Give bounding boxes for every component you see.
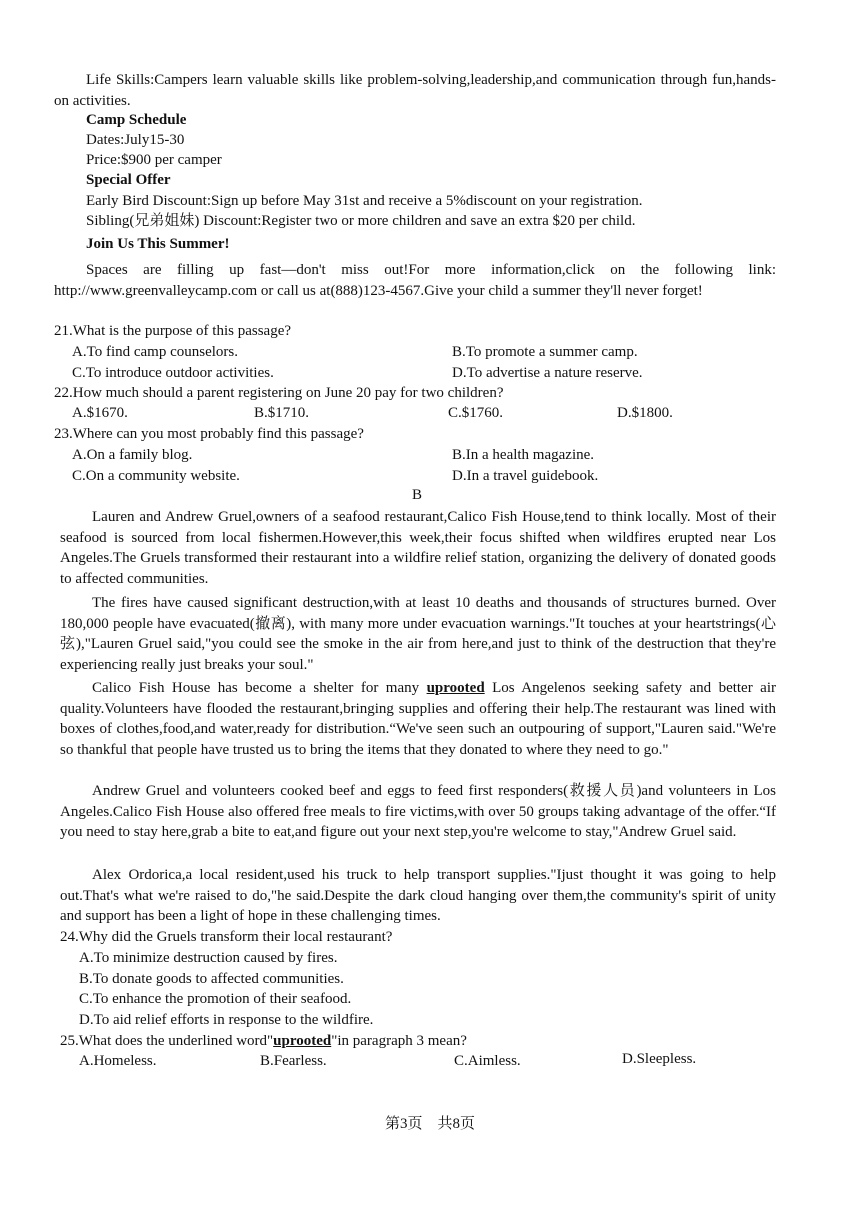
passage-b-paragraph-3 — [60, 678, 776, 760]
question-23-option-c: C.On a community website. — [72, 468, 240, 484]
question-24-option-c: C.To enhance the promotion of their seafood. — [79, 991, 352, 1007]
question-21-option-d: D.To advertise a nature reserve. — [452, 365, 643, 381]
question-22-stem: 22.How much should a parent registering on June 20 pay for two children? — [54, 385, 504, 401]
question-23-option-b: B.In a health magazine. — [452, 447, 595, 463]
question-23-stem: 23.Where can you most probably find this passage? — [54, 426, 364, 442]
special-offer-heading: Special Offer — [86, 172, 171, 188]
section-b-label: B — [411, 487, 422, 503]
passage-b-paragraph-5: Alex Ordorica,a local resident,used his truck to help transport supplies."Ijust thought it was going to help out.That's what we're raised to do,"he said.Despite the dark cloud hanging over them,the community's spirit of unity and support has been a light of hope in these challenging times. — [60, 867, 776, 924]
passage-b-paragraph-1: Lauren and Andrew Gruel,owners of a seafood restaurant,Calico Fish House,tend to think locally. Most of their seafood is sourced from local fishermen.However,this week,their focus shifted when wildfires erupted near Los Angeles.The Gruels transformed their restaurant into a wildfire relief station, organizing the delivery of donated goods to affected communities. — [60, 509, 776, 587]
camp-schedule-heading: Camp Schedule — [86, 112, 187, 128]
early-bird-discount: Early Bird Discount:Sign up before May 31st and receive a 5%discount on your registration. — [86, 193, 643, 209]
question-25-option-b: B.Fearless. — [260, 1053, 327, 1069]
question-22-option-a: A.$1670. — [72, 405, 128, 421]
question-25-option-d: D.Sleepless. — [622, 1051, 697, 1067]
page-number-footer: 第3页 共8页 — [384, 1116, 475, 1132]
paragraph-3-text-before: Calico Fish House has become a shelter for many — [92, 680, 427, 696]
underlined-word-uprooted: uprooted — [426, 680, 485, 696]
question-22-option-d: D.$1800. — [617, 405, 673, 421]
question-21-option-b: B.To promote a summer camp. — [452, 344, 638, 360]
question-25-underlined-word: uprooted — [273, 1033, 332, 1049]
passage-b-paragraph-4: Andrew Gruel and volunteers cooked beef and eggs to feed first responders(救援人员)and volunteers in Los Angeles.Calico Fish House also offered free meals to fire victims,with over 50 groups taking advantage of the offer.“If you need to stay here,grab a bite to eat,and figure out your next step,you're welcome to stay,"Andrew Gruel said. — [60, 783, 776, 840]
closing-paragraph: Spaces are filling up fast—don't miss out!For more information,click on the following link: http://www.greenvalleycamp.com or call us at(888)123-4567.Give your child a summer they'll never forget! — [54, 262, 776, 299]
join-us-heading: Join Us This Summer! — [86, 236, 230, 252]
question-25-option-a: A.Homeless. — [79, 1053, 157, 1069]
question-23-option-d: D.In a travel guidebook. — [452, 468, 599, 484]
life-skills-paragraph: Life Skills:Campers learn valuable skills like problem-solving,leadership,and communication through fun,hands-on activities. — [54, 72, 776, 109]
question-25-stem — [60, 1031, 467, 1051]
question-25-stem-before: 25.What does the underlined word" — [60, 1033, 274, 1049]
question-22-option-b: B.$1710. — [254, 405, 310, 421]
question-22-option-c: C.$1760. — [448, 405, 504, 421]
paragraph-3-text-after: Los Angelenos seeking safety and better air quality.Volunteers have flooded the restaurant,bringing supplies and offering their help.The restaurant was lined with boxes of clothes,food,and water,ready for distribution.“We've seen such an outpouring of support,"Lauren said."We're so thankful that people have trusted us to bring the items that they donated to where they need to go." — [60, 680, 776, 758]
question-24-stem: 24.Why did the Gruels transform their local restaurant? — [60, 929, 393, 945]
question-23-option-a: A.On a family blog. — [72, 447, 193, 463]
camp-price: Price:$900 per camper — [86, 152, 222, 168]
question-21-option-a: A.To find camp counselors. — [72, 344, 238, 360]
passage-b-paragraph-2: The fires have caused significant destruction,with at least 10 deaths and thousands of structures burned. Over 180,000 people have evacuated(撤离), with many more under evacuation warnings."It touches at your heartstrings(心弦),"Lauren Gruel said,"you could see the smoke in the air from here,and just to think of the destruction that they're experiencing really just breaks your soul." — [60, 595, 776, 673]
sibling-discount: Sibling(兄弟姐妹) Discount:Register two or more children and save an extra $20 per child. — [86, 213, 636, 229]
question-24-option-a: A.To minimize destruction caused by fires. — [79, 950, 338, 966]
question-21-stem: 21.What is the purpose of this passage? — [54, 323, 292, 339]
question-21-option-c: C.To introduce outdoor activities. — [72, 365, 274, 381]
question-25-stem-after: "in paragraph 3 mean? — [331, 1033, 467, 1049]
question-25-option-c: C.Aimless. — [454, 1053, 521, 1069]
question-24-option-b: B.To donate goods to affected communities. — [79, 971, 344, 987]
camp-dates: Dates:July15-30 — [86, 132, 185, 148]
question-24-option-d: D.To aid relief efforts in response to the wildfire. — [79, 1012, 374, 1028]
